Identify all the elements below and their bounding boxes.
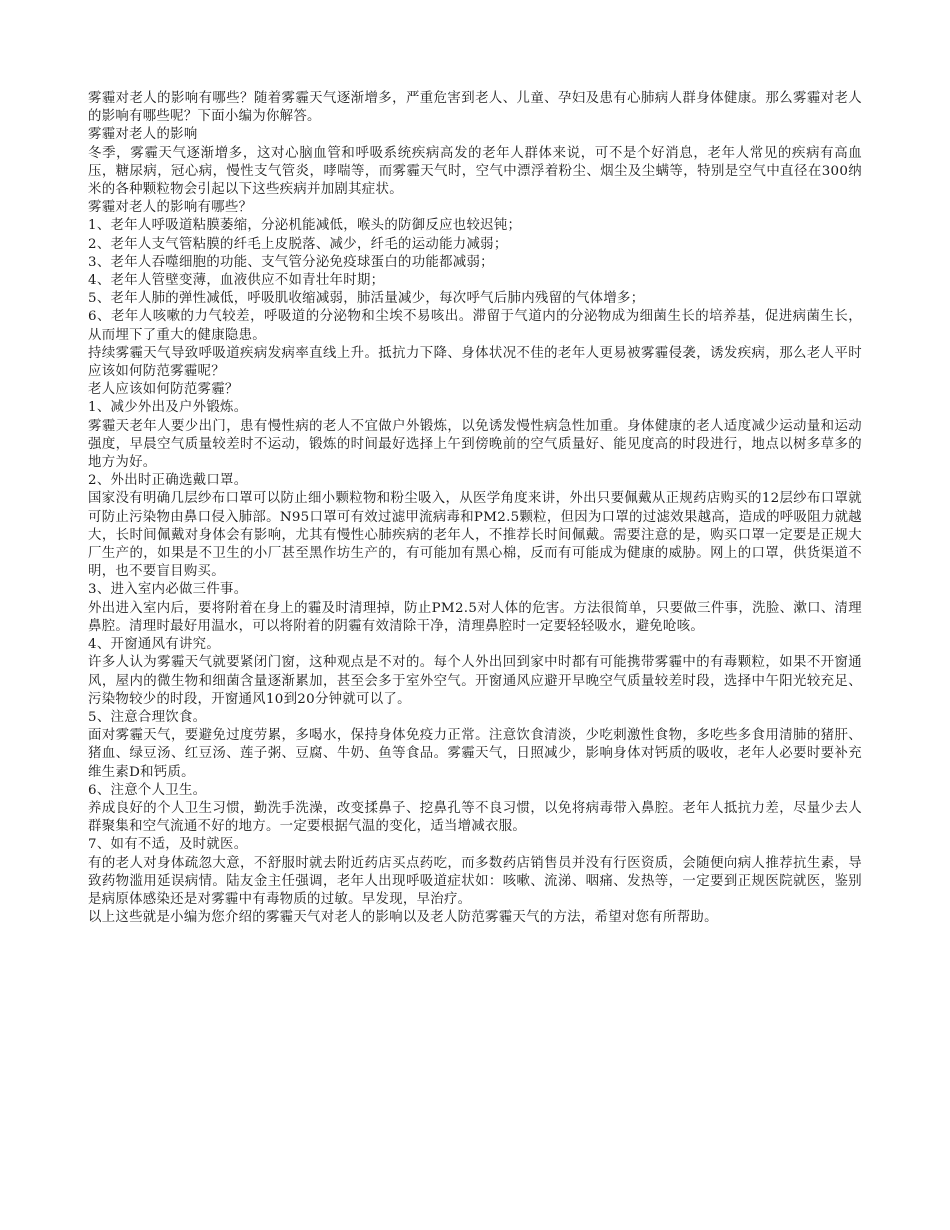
subheading: 3、进入室内必做三件事。	[88, 582, 248, 598]
subheading: 5、注意合理饮食。	[88, 709, 207, 725]
list-item: 4、老年人管壁变薄，血液供应不如青壮年时期；	[88, 273, 385, 289]
body-paragraph: 国家没有明确几层纱布口罩可以防止细小颗粒物和粉尘吸入，从医学角度来讲，外出只要佩戴从正规药店购买的12层纱布口罩就可防止污染物由鼻口侵入肺部。N95口罩可有效过滤甲流病毒和PM2.5颗粒，但因为口罩的过滤效果越高，造成的呼吸阻力就越大，长时间佩戴对身体会有影响，尤其有慢性心肺疾病的老年人，不推荐长时间佩戴。需要注意的是，购买口罩一定要是正规大厂生产的，如果是不卫生的小厂甚至黑作坊生产的，有可能加有黑心棉，反而有可能成为健康的威胁。网上的口罩，供货渠道不明，也不要盲目购买。	[88, 491, 862, 580]
list-item: 3、老年人吞噬细胞的功能、支气管分泌免疫球蛋白的功能都减弱；	[88, 254, 494, 270]
section-heading: 雾霾对老人的影响	[88, 127, 198, 143]
closing-paragraph: 以上这些就是小编为您介绍的雾霾天气对老人的影响以及老人防范雾霾天气的方法，希望对您有所帮助。	[88, 910, 718, 926]
body-paragraph: 持续雾霾天气导致呼吸道疾病发病率直线上升。抵抗力下降、身体状况不佳的老年人更易被雾霾侵袭，诱发疾病，那么老人平时应该如何防范雾霾呢？	[88, 345, 862, 380]
list-item: 6、老年人咳嗽的力气较差，呼吸道的分泌物和尘埃不易咳出。滞留于气道内的分泌物成为细菌生长的培养基，促进病菌生长，从而埋下了重大的健康隐患。	[88, 309, 862, 343]
subheading: 2、外出时正确选戴口罩。	[88, 473, 248, 489]
body-paragraph: 外出进入室内后，要将附着在身上的霾及时清理掉，防止PM2.5对人体的危害。方法很简单，只要做三件事，洗脸、漱口、清理鼻腔。清理时最好用温水，可以将附着的阴霾有效清除干净，清理鼻腔时一定要轻轻吸水，避免呛咳。	[88, 600, 862, 634]
subheading: 6、注意个人卫生。	[88, 782, 207, 798]
article-body	[88, 90, 862, 927]
list-item: 1、老年人呼吸道粘膜萎缩，分泌机能减低，喉头的防御反应也较迟钝；	[88, 218, 522, 234]
section-heading: 雾霾对老人的影响有哪些？	[88, 200, 253, 216]
subheading: 4、开窗通风有讲究。	[88, 637, 221, 653]
body-paragraph: 冬季，雾霾天气逐渐增多，这对心脑血管和呼吸系统疾病高发的老年人群体来说，可不是个好消息，老年人常见的疾病有高血压，糖尿病，冠心病，慢性支气管炎，哮喘等，而雾霾天气时，空气中漂浮着粉尘、烟尘及尘螨等，特别是空气中直径在300纳米的各种颗粒物会引起以下这些疾病并加剧其症状。	[88, 145, 862, 198]
subheading: 1、减少外出及户外锻炼。	[88, 400, 248, 416]
body-paragraph: 雾霾天老年人要少出门，患有慢性病的老人不宜做户外锻炼，以免诱发慢性病急性加重。身体健康的老人适度减少运动量和运动强度，早晨空气质量较差时不运动，锻炼的时间最好选择上午到傍晚前的空气质量好、能见度高的时段进行，地点以树多草多的地方为好。	[88, 418, 862, 471]
body-paragraph: 养成良好的个人卫生习惯，勤洗手洗澡，改变揉鼻子、挖鼻孔等不良习惯，以免将病毒带入鼻腔。老年人抵抗力差，尽量少去人群聚集和空气流通不好的地方。一定要根据气温的变化，适当增减衣服。	[88, 800, 862, 835]
section-heading: 老人应该如何防范雾霾？	[88, 382, 239, 398]
body-paragraph: 有的老人对身体疏忽大意，不舒服时就去附近药店买点药吃，而多数药店销售员并没有行医资质，会随便向病人推荐抗生素，导致药物滥用延误病情。陆友金主任强调，老年人出现呼吸道症状如：咳嗽、流涕、咽痛、发热等，一定要到正规医院就医，鉴别是病原体感染还是对雾霾中有毒物质的过敏。早发现，早治疗。	[88, 855, 862, 907]
body-paragraph: 许多人认为雾霾天气就要紧闭门窗，这种观点是不对的。每个人外出回到家中时都有可能携带雾霾中的有毒颗粒，如果不开窗通风，屋内的微生物和细菌含量逐渐累加，甚至会多于室外空气。开窗通风应避开早晚空气质量较差时段，选择中午阳光较充足、污染物较少的时段，开窗通风10到20分钟就可以了。	[88, 655, 862, 707]
body-paragraph: 面对雾霾天气，要避免过度劳累，多喝水，保持身体免疫力正常。注意饮食清淡，少吃刺激性食物，多吃些多食用清肺的猪肝、猪血、绿豆汤、红豆汤、莲子粥、豆腐、牛奶、鱼等食品。雾霾天气，日照减少，影响身体对钙质的吸收，老年人必要时要补充维生素D和钙质。	[88, 728, 862, 780]
list-item: 2、老年人支气管粘膜的纤毛上皮脱落、减少，纤毛的运动能力减弱；	[88, 236, 508, 252]
subheading: 7、如有不适，及时就医。	[88, 837, 248, 853]
list-item: 5、老年人肺的弹性减低，呼吸肌收缩减弱，肺活量减少，每次呼气后肺内残留的气体增多；	[88, 291, 645, 307]
intro-paragraph: 雾霾对老人的影响有哪些？随着雾霾天气逐渐增多，严重危害到老人、儿童、孕妇及患有心肺病人群身体健康。那么雾霾对老人的影响有哪些呢？下面小编为你解答。	[88, 91, 862, 125]
